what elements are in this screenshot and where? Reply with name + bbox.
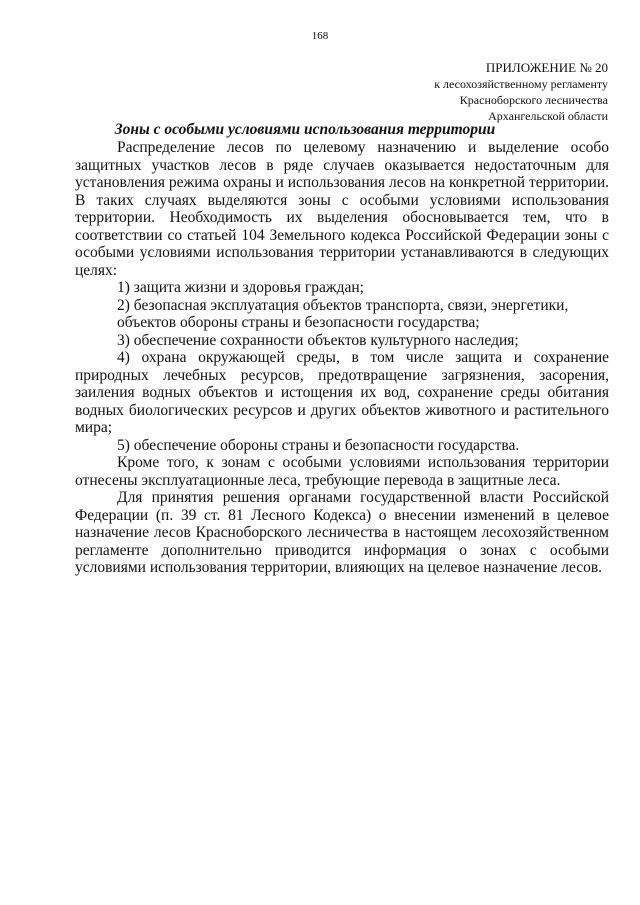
appendix-title: ПРИЛОЖЕНИЕ № 20	[485, 60, 608, 75]
appendix-line-3: Архангельской области	[488, 109, 608, 123]
paragraph-exploitation: Кроме того, к зонам с особыми условиями использования территории отнесены эксплуатационные леса, требующие перевода в защитные леса.	[75, 454, 609, 489]
appendix-block	[434, 60, 608, 124]
list-item: 5) обеспечение обороны страны и безопасности государства.	[117, 436, 520, 454]
paragraph-intro: Распределение лесов по целевому назначению и выделение особо защитных участков лесов в ряде случаев оказывается недостаточным для установления режима охраны и использования лесов на конкретной территории. В таких случаях выделяются зоны с особыми условиями использования территории. Необходимость их выделения обосновывается тем, что в соответствии со статьей 104 Земельного кодекса Российской Федерации зоны с особыми условиями использования территории устанавливаются в следующих целях:	[75, 139, 609, 279]
paragraph-decision: Для принятия решения органами государственной власти Российской Федерации (п. 39 ст. 81 Лесного Кодекса) о внесении изменений в целевое назначение лесов Красноборского лесничества в настоящем лесохозяйственном регламенте дополнительно приводится информация о зонах с особыми условиями использования территории, влияющих на целевое назначение лесов.	[75, 489, 609, 576]
appendix-line-1: к лесохозяйственному регламенту	[434, 77, 608, 91]
list-item: 4) охрана окружающей среды, в том числе защита и сохранение природных лечебных ресурсов, предотвращение загрязнения, засорения, заиления водных объектов и истощения их вод, сохранение среды обитания водных биологических ресурсов и других объектов животного и растительного мира;	[75, 349, 609, 436]
list-item-continuation: объектов обороны страны и безопасности государства;	[117, 314, 480, 331]
page-number: 168	[311, 30, 329, 42]
list-item: 2) безопасная эксплуатация объектов транспорта, связи, энергетики,	[117, 296, 569, 314]
list-item: 1) защита жизни и здоровья граждан;	[117, 279, 364, 296]
appendix-line-2: Красноборского лесничества	[459, 93, 608, 107]
list-item: 3) обеспечение сохранности объектов культурного наследия;	[117, 331, 519, 349]
section-heading: Зоны с особыми условиями использования территории	[114, 121, 496, 138]
body-text	[75, 139, 609, 577]
